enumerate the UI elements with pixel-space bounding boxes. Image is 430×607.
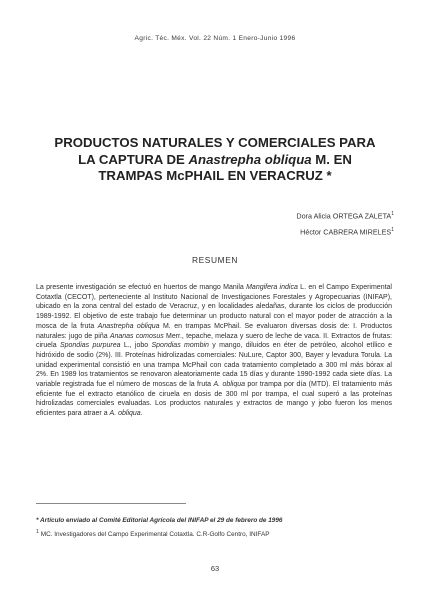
article-title — [20, 135, 410, 185]
footnotes — [36, 515, 396, 540]
author-1: Dora Alicia ORTEGA ZALETA$^1$ — [296, 211, 394, 221]
abstract-heading: RESUMEN — [191, 255, 239, 265]
footnote-submission: * Artículo enviado al Comité Editorial Agrícola del INIFAP el 29 de febrero de 1996 — [36, 517, 283, 524]
page-number: 63 — [210, 564, 220, 573]
title-line-2: LA CAPTURA DE Anastrepha obliqua M. EN — [78, 151, 352, 167]
title-line-3: TRAMPAS McPHAIL EN VERACRUZ * — [98, 168, 332, 183]
author-2: Héctor CABRERA MIRELES$^1$ — [300, 227, 394, 237]
footnote-affiliation: $^1$ MC. Investigadores del Campo Experimental Cotaxtla. C.R-Golfo Centro, INIFAP — [36, 528, 270, 538]
title-line-1: PRODUCTOS NATURALES Y COMERCIALES PARA — [54, 135, 376, 150]
footnote-divider — [36, 503, 186, 504]
abstract-body — [36, 283, 392, 419]
species-name: Anastrepha obliqua — [188, 151, 312, 167]
abstract-paragraph: La presente investigación se efectuó en huertos de mango Manila Mangifera indica L. en el Campo Experimental Cotaxtla (CECOT), perteneciente al Instituto Nacional de Investigaciones Forestales y Agropecuarias (INIFAP), ubicado en la zona central del estado de Veracruz, y en localidades aledañas, durante los ciclos de producción 1989-1992. El objetivo de este trabajo fue determinar un producto natural con el mayor poder de atracción a la mosca de la fruta Anastrepha obliqua M. en trampas McPhail. Se evaluaron diversas dosis de: I. Productos naturales: jugo de piña Ananas comosus Merr., tepache, melaza y suero de leche de vaca. II. Extractos de frutas: ciruela Spondias purpurea L., jobo Spondias mombin y mango, diluidos en éter de petróleo, alcohol etílico e hidróxido de sodio (2%). III. Proteínas hidrolizadas comerciales: NuLure, Captor 300, Bayer y levadura Torula. La unidad experimental consistió en una trampa McPhail con cada tratamiento completado a 300 ml más bórax al 2%. En 1989 los tratamientos se renovaron aleatoriamente cada 15 días y durante 1990-1992 cada siete días. La variable registrada fue el número de moscas de la fruta A. obliqua por trampa por día (MTD). El tratamiento más eficiente fue el extracto etanólico de ciruela en dosis de 300 ml por trampa, el cual superó a las proteínas hidrolizadas comerciales evaluadas. Los productos naturales y extractos de mango y jobo fueron los menos eficientes para atraer a A. obliqua. — [36, 284, 393, 418]
journal-header: Agric. Téc. Méx. Vol. 22 Núm. 1 Enero-Junio 1996 — [134, 35, 296, 42]
author-list — [296, 207, 394, 240]
